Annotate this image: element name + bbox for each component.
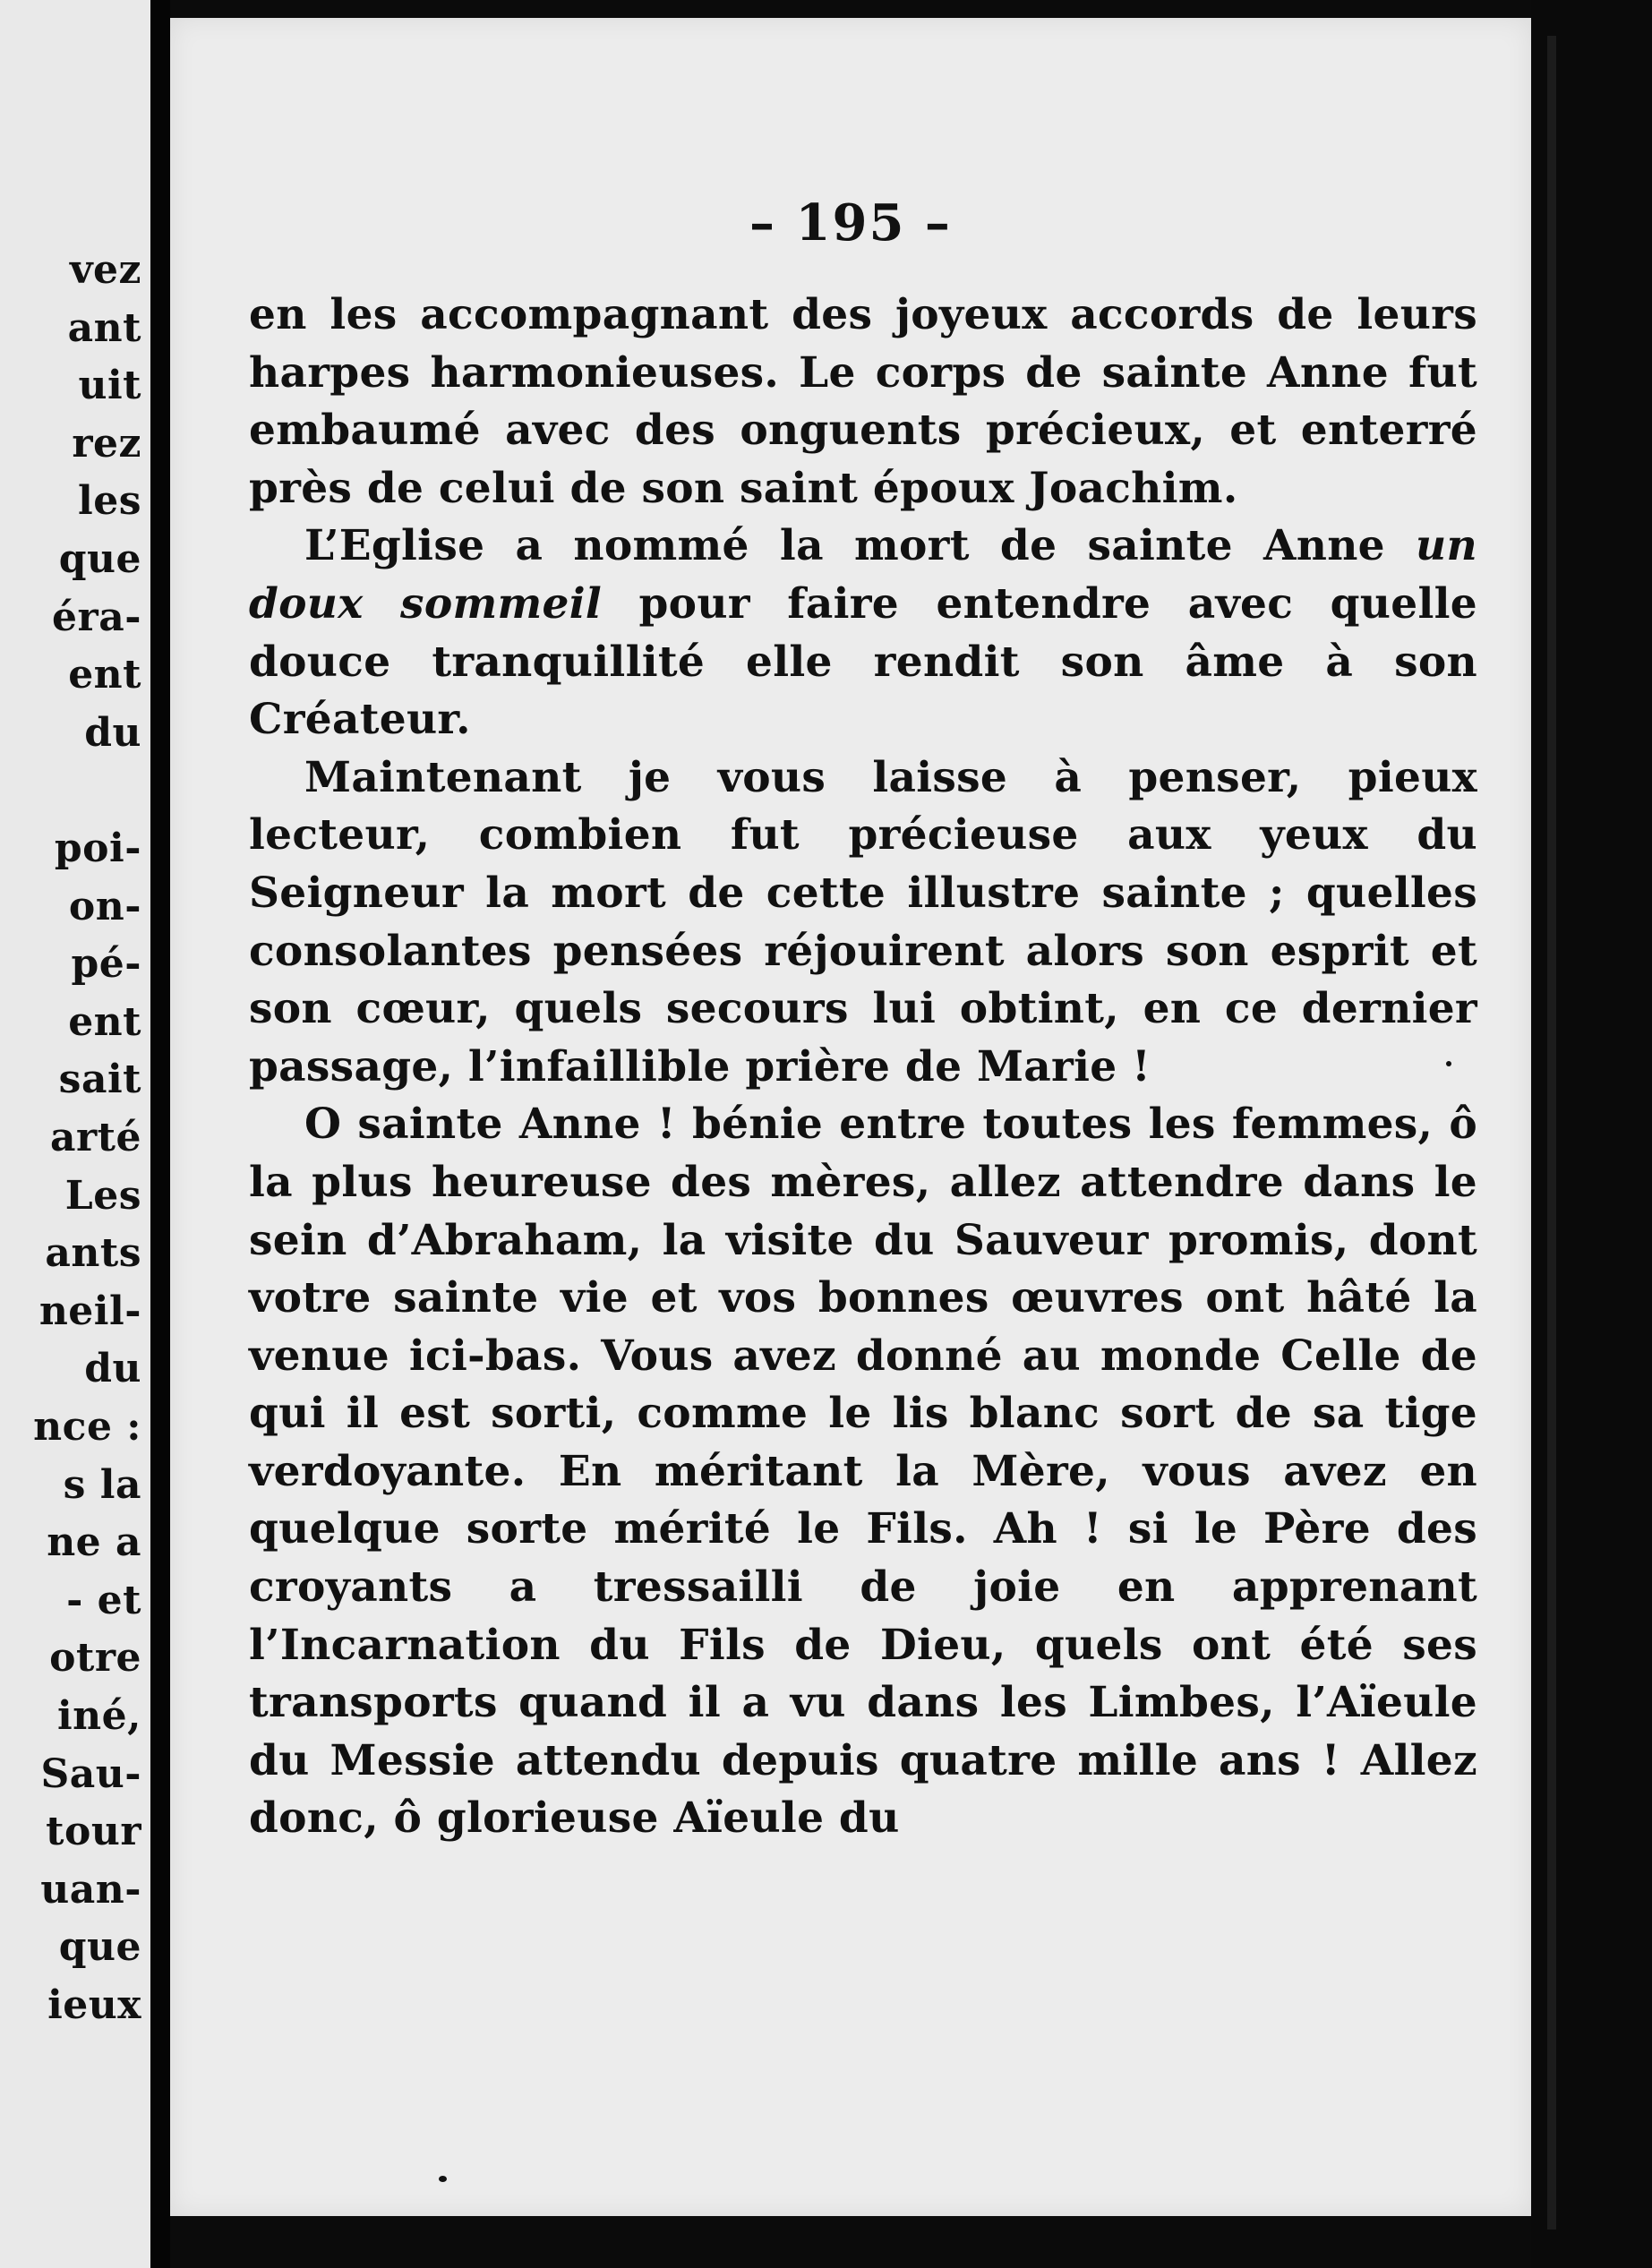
text-run: en les accompagnant des joyeux accords de leurs harpes harmonieuses. Le corps de sainte Anne fut embaumé avec des onguents précieux, et enterré près de celui de son saint époux Joachim. — [249, 290, 1477, 513]
left-page-fragment: uit — [78, 363, 141, 409]
ink-speck — [1446, 1061, 1451, 1066]
adjacent-left-page — [0, 0, 150, 2268]
left-page-fragment: poi- — [54, 826, 141, 871]
book-gutter — [150, 0, 170, 2268]
left-page-fragment: rez — [72, 420, 141, 466]
left-page-fragment: que — [58, 1924, 141, 1971]
left-page-fragment: Les — [64, 1172, 141, 1219]
left-page-fragment: s la — [63, 1461, 141, 1508]
ink-speck — [439, 2176, 447, 2182]
left-page-fragment: ants — [45, 1230, 141, 1277]
left-page-fragment: du — [84, 709, 141, 756]
page-body-text — [249, 287, 1477, 1848]
left-page-fragment: les — [78, 478, 141, 525]
left-page-fragment: ent — [68, 652, 141, 698]
left-page-fragment: ent — [68, 998, 141, 1045]
text-run: pour faire entendre avec quelle douce tranquillité elle rendit son âme à son Créateur. — [249, 578, 1477, 745]
left-page-fragment: sait — [58, 1057, 141, 1103]
left-page-fragment: que — [58, 536, 141, 582]
left-page-fragment: vez — [69, 247, 141, 293]
italic-phrase: un doux sommeil — [249, 521, 1477, 629]
left-page-fragment: neil- — [39, 1288, 141, 1334]
paragraph — [249, 518, 1477, 749]
text-run: L’Eglise a nommé la mort de sainte Anne — [304, 521, 1417, 571]
left-page-fragment: uan- — [40, 1866, 141, 1913]
left-page-fragment: otre — [49, 1635, 141, 1682]
page-edge-strip — [1547, 36, 1556, 2229]
left-page-fragment: Sau- — [40, 1750, 141, 1797]
left-page-fragment: ieux — [47, 1982, 141, 2028]
left-page-fragment: éra- — [52, 594, 141, 640]
left-page-fragment: du — [84, 1346, 141, 1392]
text-run: O sainte Anne ! bénie entre toutes les femmes, ô la plus heureuse des mères, allez attendre dans le sein d’Abraham, la visite du Sauveur promis, dont votre sainte vie et vos bonnes œuvres ont hâté la venue ici-bas. Vous avez donné au monde Celle de qui il est sorti, comme le lis blanc sort de sa tige verdoyante. En méritant la Mère, vous avez en quelque sorte mérité le Fils. Ah ! si le Père des croyants a tressailli de joie en apprenant l’Incarnation du Fils de Dieu, quels ont été ses transports quand il a vu dans les Limbes, l’Aïeule du Messie attendu depuis quatre mille ans ! Allez donc, ô glorieuse Aïeule du — [249, 1100, 1477, 1844]
page-edge-shadow — [1531, 0, 1652, 2268]
left-page-fragment: - et — [66, 1577, 141, 1623]
paragraph — [249, 1096, 1477, 1848]
left-page-fragment: ant — [67, 304, 141, 351]
left-page-fragment: tour — [46, 1809, 141, 1855]
left-page-fragment: ne a — [47, 1519, 141, 1566]
page-number: – 195 – — [749, 193, 952, 252]
left-page-fragment: iné, — [56, 1693, 141, 1739]
text-run: Maintenant je vous laisse à penser, pieux lecteur, combien fut précieuse aux yeux du Seigneur la mort de cette illustre sainte ; quelles consolantes pensées réjouirent alors son esprit et son cœur, quels secours lui obtint, en ce dernier passage, l’infaillible prière de Marie ! — [249, 752, 1477, 1091]
paragraph — [249, 287, 1477, 518]
left-page-fragment: on- — [68, 883, 141, 929]
left-page-fragment: arté — [49, 1115, 141, 1160]
book-page — [170, 18, 1531, 2216]
paragraph — [249, 749, 1477, 1097]
left-page-fragment: pé- — [71, 941, 141, 988]
left-page-fragment: nce : — [33, 1404, 141, 1450]
